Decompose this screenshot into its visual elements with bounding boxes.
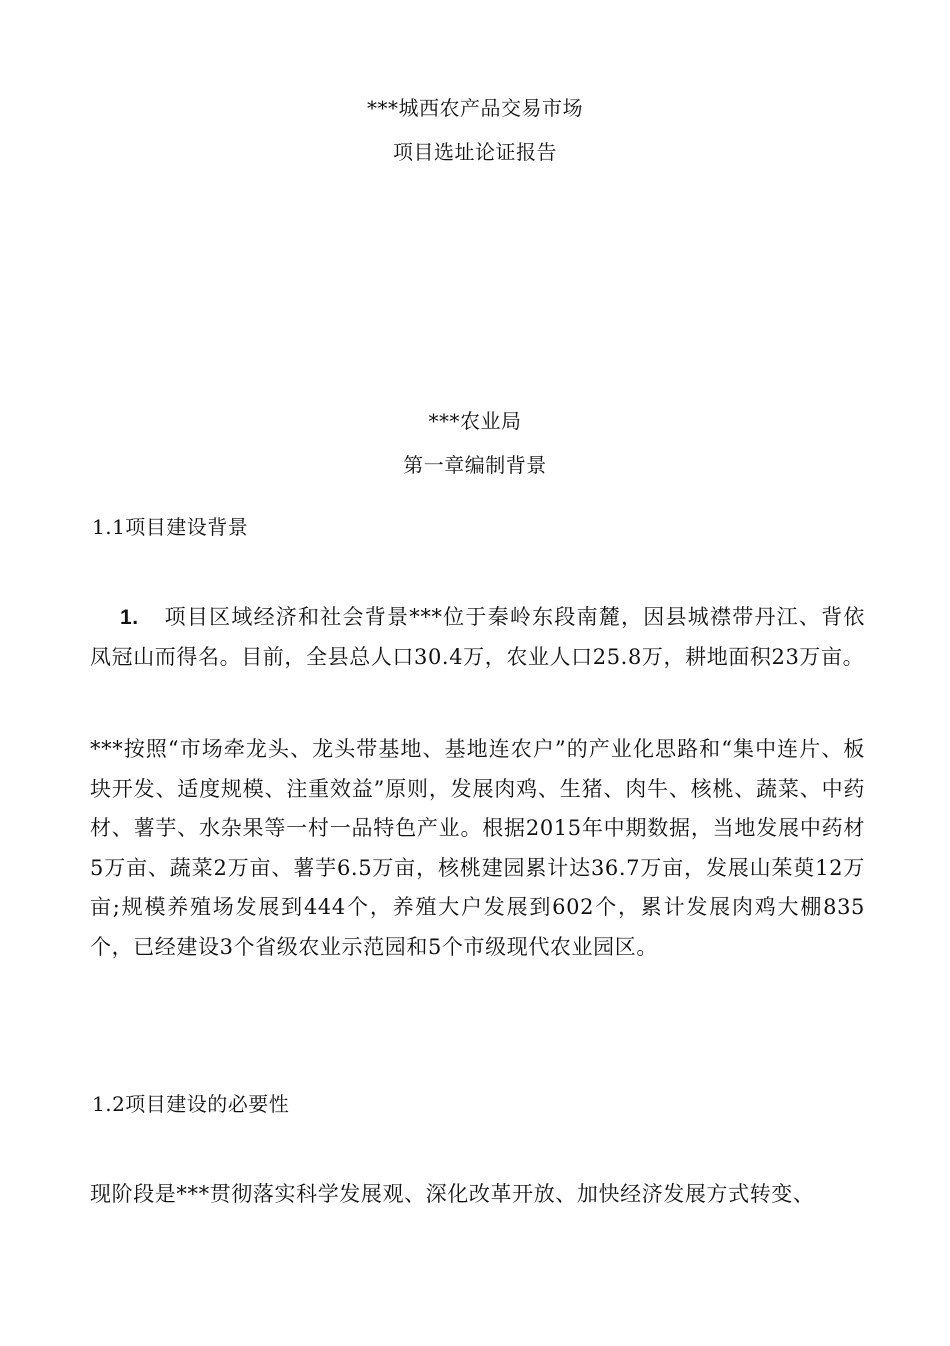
section-1-1-paragraph-1 (90, 598, 865, 677)
paragraph-text: 项目区域经济和社会背景***位于秦岭东段南麓，因县城襟带丹江、背依凤冠山而得名。目前，全县总人口30.4万，农业人口25.8万，耕地面积23万亩。 (90, 605, 865, 669)
issuer-name: ***农业局 (428, 409, 522, 433)
chapter-title: 第一章编制背景 (403, 453, 547, 477)
section-heading-1-2: 1.2项目建设的必要性 (92, 1092, 290, 1116)
section-1-1-paragraph-2: ***按照“市场牵龙头、龙头带基地、基地连农户”的产业化思路和“集中连片、板块开发、适度规模、注重效益”原则，发展肉鸡、生猪、肉牛、核桃、蔬菜、中药材、薯芋、水杂果等一村一品特色产业。根据2015年中期数据，当地发展中药材5万亩、蔬菜2万亩、薯芋6.5万亩，核桃建园累计达36.7万亩，发展山茱萸12万亩;规模养殖场发展到444个，养殖大户发展到602个，累计发展肉鸡大棚835个，已经建设3个省级农业示范园和5个市级现代农业园区。 (90, 737, 865, 959)
cover-title-line2: 项目选址论证报告 (393, 140, 557, 164)
list-item-number: 1. (120, 606, 139, 629)
section-1-2-paragraph-1: 现阶段是***贯彻落实科学发展观、深化改革开放、加快经济发展方式转变、 (90, 1182, 815, 1206)
section-heading-1-1: 1.1项目建设背景 (92, 515, 249, 539)
cover-title-line1: ***城西农产品交易市场 (367, 96, 583, 120)
